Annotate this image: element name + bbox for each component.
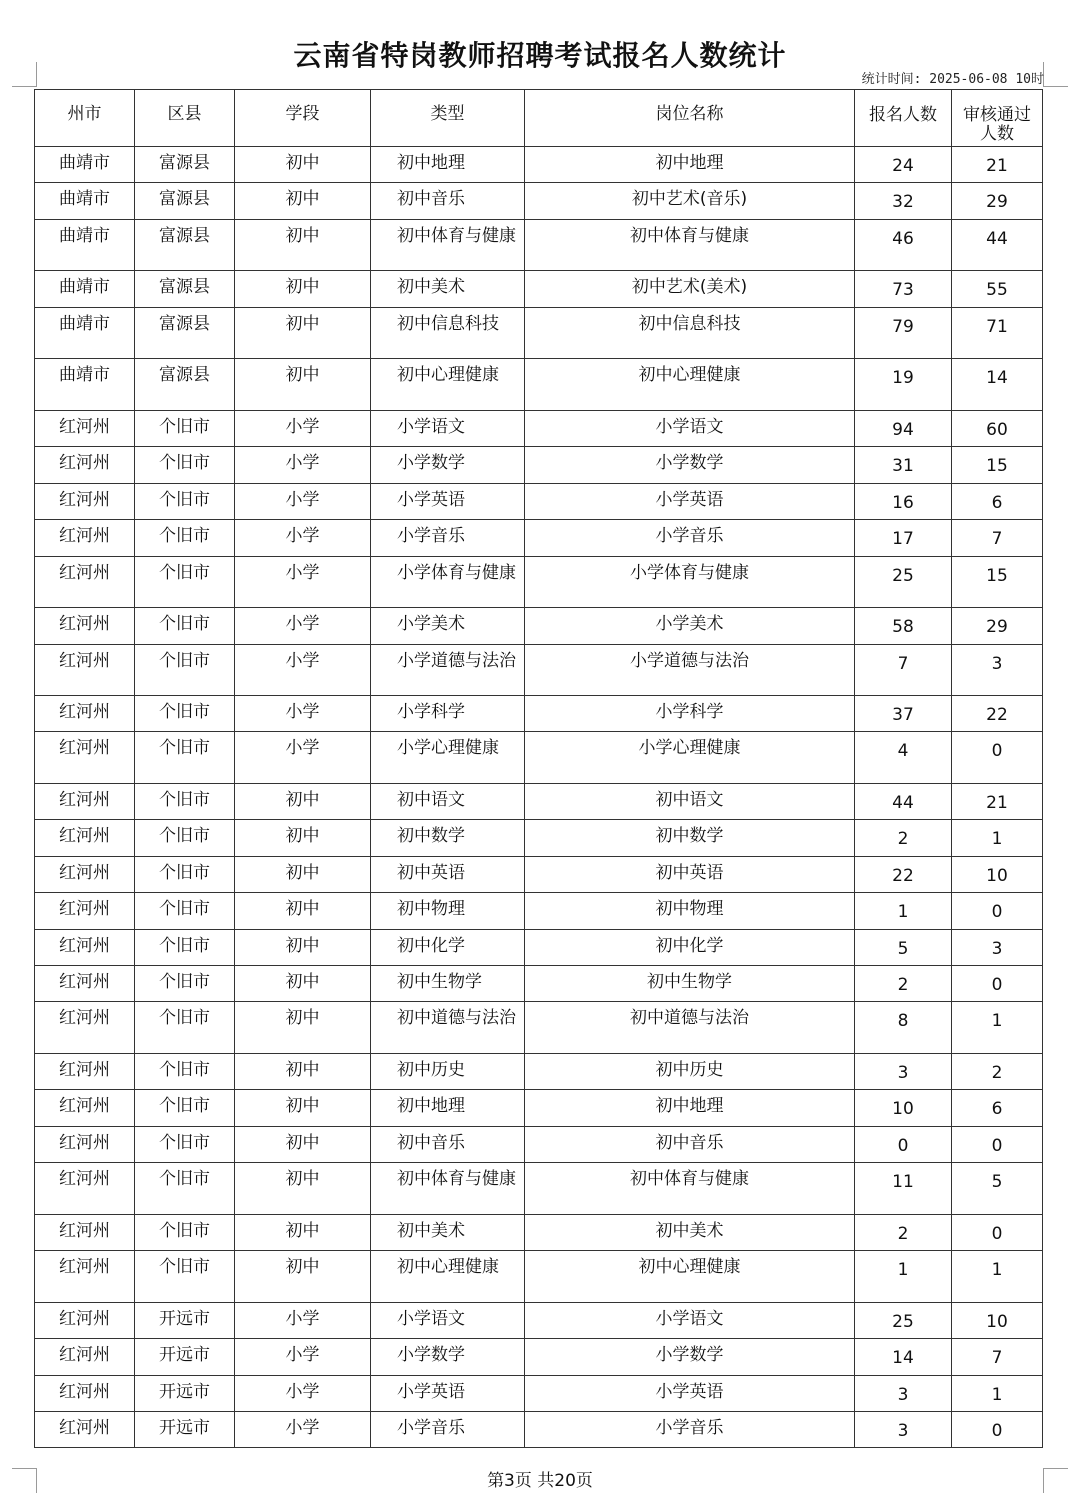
table-row — [35, 147, 1043, 183]
cell-type: 初中体育与健康 — [371, 219, 525, 271]
header-type: 类型 — [371, 90, 525, 147]
page-title: 云南省特岗教师招聘考试报名人数统计 — [293, 39, 787, 72]
cell-city: 红河州 — [35, 784, 135, 820]
table-row — [35, 1002, 1043, 1054]
cell-position: 初中地理 — [525, 1090, 855, 1126]
cell-type: 小学英语 — [371, 483, 525, 519]
cell-approved: 0 — [952, 893, 1043, 929]
cell-approved: 0 — [952, 732, 1043, 784]
table-row — [35, 784, 1043, 820]
cell-county: 个旧市 — [135, 732, 235, 784]
cell-stage: 初中 — [235, 1054, 371, 1090]
cell-county: 富源县 — [135, 147, 235, 183]
cell-stage: 初中 — [235, 1214, 371, 1250]
cell-county: 开远市 — [135, 1302, 235, 1338]
cell-stage: 小学 — [235, 1411, 371, 1447]
cell-stage: 初中 — [235, 271, 371, 307]
cell-position: 初中音乐 — [525, 1126, 855, 1162]
cell-stage: 初中 — [235, 856, 371, 892]
table-row — [35, 1090, 1043, 1126]
cell-approved: 1 — [952, 1002, 1043, 1054]
cell-applicants: 37 — [855, 696, 952, 732]
cell-type: 小学美术 — [371, 608, 525, 644]
cell-applicants: 58 — [855, 608, 952, 644]
cell-approved: 0 — [952, 1411, 1043, 1447]
table-row — [35, 929, 1043, 965]
cell-city: 红河州 — [35, 696, 135, 732]
cell-city: 曲靖市 — [35, 147, 135, 183]
cell-approved: 1 — [952, 1375, 1043, 1411]
cell-type: 初中英语 — [371, 856, 525, 892]
cell-county: 个旧市 — [135, 784, 235, 820]
cell-city: 曲靖市 — [35, 219, 135, 271]
table-row — [35, 447, 1043, 483]
cell-approved: 7 — [952, 520, 1043, 556]
cell-city: 红河州 — [35, 520, 135, 556]
cell-approved: 3 — [952, 644, 1043, 696]
cell-type: 小学英语 — [371, 1375, 525, 1411]
cell-type: 小学音乐 — [371, 1411, 525, 1447]
cell-city: 红河州 — [35, 447, 135, 483]
cell-applicants: 19 — [855, 359, 952, 411]
cell-type: 初中道德与法治 — [371, 1002, 525, 1054]
table-row — [35, 307, 1043, 359]
cell-county: 开远市 — [135, 1411, 235, 1447]
cell-city: 红河州 — [35, 1251, 135, 1303]
cell-applicants: 31 — [855, 447, 952, 483]
cell-applicants: 3 — [855, 1375, 952, 1411]
table-row — [35, 644, 1043, 696]
header-applicants: 报名人数 — [855, 90, 952, 147]
cell-type: 初中心理健康 — [371, 359, 525, 411]
cell-stage: 初中 — [235, 183, 371, 219]
cell-stage: 小学 — [235, 1375, 371, 1411]
cell-applicants: 25 — [855, 556, 952, 608]
cell-applicants: 2 — [855, 966, 952, 1002]
cell-county: 个旧市 — [135, 644, 235, 696]
cell-type: 初中音乐 — [371, 1126, 525, 1162]
cell-stage: 小学 — [235, 483, 371, 519]
cell-county: 个旧市 — [135, 1214, 235, 1250]
cell-county: 个旧市 — [135, 410, 235, 446]
cell-applicants: 8 — [855, 1002, 952, 1054]
cell-city: 曲靖市 — [35, 307, 135, 359]
cell-city: 红河州 — [35, 483, 135, 519]
cell-approved: 14 — [952, 359, 1043, 411]
cell-city: 红河州 — [35, 966, 135, 1002]
cell-type: 初中物理 — [371, 893, 525, 929]
cell-position: 初中物理 — [525, 893, 855, 929]
cell-county: 个旧市 — [135, 1002, 235, 1054]
cell-type: 初中心理健康 — [371, 1251, 525, 1303]
table-row — [35, 732, 1043, 784]
cell-city: 曲靖市 — [35, 271, 135, 307]
cell-applicants: 10 — [855, 1090, 952, 1126]
cell-applicants: 7 — [855, 644, 952, 696]
cell-position: 初中化学 — [525, 929, 855, 965]
cell-applicants: 17 — [855, 520, 952, 556]
cell-county: 个旧市 — [135, 447, 235, 483]
cell-position: 初中信息科技 — [525, 307, 855, 359]
table-row — [35, 1163, 1043, 1215]
cell-approved: 15 — [952, 447, 1043, 483]
cell-county: 个旧市 — [135, 893, 235, 929]
table-row — [35, 1214, 1043, 1250]
table-row — [35, 1251, 1043, 1303]
cell-applicants: 1 — [855, 1251, 952, 1303]
cell-approved: 60 — [952, 410, 1043, 446]
cell-applicants: 16 — [855, 483, 952, 519]
cell-stage: 小学 — [235, 447, 371, 483]
cell-position: 小学体育与健康 — [525, 556, 855, 608]
cell-stage: 小学 — [235, 608, 371, 644]
cell-approved: 1 — [952, 1251, 1043, 1303]
table-row — [35, 1411, 1043, 1447]
cell-city: 红河州 — [35, 732, 135, 784]
cell-stage: 初中 — [235, 307, 371, 359]
cell-applicants: 5 — [855, 929, 952, 965]
cell-position: 初中数学 — [525, 820, 855, 856]
cell-position: 小学数学 — [525, 1339, 855, 1375]
cell-approved: 7 — [952, 1339, 1043, 1375]
cell-stage: 初中 — [235, 1090, 371, 1126]
cell-position: 初中心理健康 — [525, 1251, 855, 1303]
cell-applicants: 46 — [855, 219, 952, 271]
cell-type: 小学语文 — [371, 410, 525, 446]
cell-approved: 44 — [952, 219, 1043, 271]
header-county: 区县 — [135, 90, 235, 147]
cell-type: 初中音乐 — [371, 183, 525, 219]
cell-stage: 小学 — [235, 410, 371, 446]
cell-type: 初中语文 — [371, 784, 525, 820]
header-row — [35, 90, 1043, 147]
cell-type: 小学道德与法治 — [371, 644, 525, 696]
cell-applicants: 25 — [855, 1302, 952, 1338]
cell-position: 小学音乐 — [525, 1411, 855, 1447]
table-body — [35, 147, 1043, 1448]
cell-type: 小学体育与健康 — [371, 556, 525, 608]
cell-stage: 初中 — [235, 966, 371, 1002]
cell-position: 小学英语 — [525, 483, 855, 519]
table-row — [35, 1054, 1043, 1090]
cell-stage: 初中 — [235, 893, 371, 929]
cell-county: 开远市 — [135, 1339, 235, 1375]
cell-city: 红河州 — [35, 929, 135, 965]
cell-county: 个旧市 — [135, 1251, 235, 1303]
table-row — [35, 483, 1043, 519]
table-row — [35, 893, 1043, 929]
cell-county: 个旧市 — [135, 929, 235, 965]
cell-county: 个旧市 — [135, 696, 235, 732]
stats-table — [34, 89, 1043, 1448]
cell-stage: 初中 — [235, 147, 371, 183]
cell-city: 红河州 — [35, 893, 135, 929]
header-approved: 审核通过人数 — [952, 90, 1043, 147]
cell-city: 红河州 — [35, 1002, 135, 1054]
cell-city: 红河州 — [35, 1411, 135, 1447]
cell-approved: 21 — [952, 147, 1043, 183]
cell-position: 初中生物学 — [525, 966, 855, 1002]
cell-city: 红河州 — [35, 644, 135, 696]
cell-city: 红河州 — [35, 608, 135, 644]
cell-stage: 小学 — [235, 732, 371, 784]
stat-time: 统计时间: 2025-06-08 10时 — [861, 72, 1044, 87]
cell-applicants: 1 — [855, 893, 952, 929]
cell-approved: 5 — [952, 1163, 1043, 1215]
cell-county: 个旧市 — [135, 608, 235, 644]
cell-position: 小学语文 — [525, 1302, 855, 1338]
cell-applicants: 73 — [855, 271, 952, 307]
cell-type: 小学音乐 — [371, 520, 525, 556]
cell-approved: 6 — [952, 483, 1043, 519]
cell-approved: 71 — [952, 307, 1043, 359]
cell-type: 小学科学 — [371, 696, 525, 732]
cell-county: 个旧市 — [135, 483, 235, 519]
cell-approved: 0 — [952, 1126, 1043, 1162]
cell-position: 初中道德与法治 — [525, 1002, 855, 1054]
cell-position: 初中地理 — [525, 147, 855, 183]
cell-position: 小学心理健康 — [525, 732, 855, 784]
table-row — [35, 1339, 1043, 1375]
cell-position: 初中美术 — [525, 1214, 855, 1250]
cell-stage: 小学 — [235, 520, 371, 556]
cell-stage: 小学 — [235, 1302, 371, 1338]
cell-city: 红河州 — [35, 410, 135, 446]
cell-city: 红河州 — [35, 1126, 135, 1162]
cell-type: 初中生物学 — [371, 966, 525, 1002]
cell-approved: 10 — [952, 856, 1043, 892]
table-row — [35, 271, 1043, 307]
table-row — [35, 520, 1043, 556]
cell-type: 初中信息科技 — [371, 307, 525, 359]
cell-applicants: 2 — [855, 820, 952, 856]
cell-approved: 6 — [952, 1090, 1043, 1126]
cell-stage: 小学 — [235, 644, 371, 696]
cell-position: 初中体育与健康 — [525, 219, 855, 271]
cell-position: 小学美术 — [525, 608, 855, 644]
table-row — [35, 820, 1043, 856]
cell-stage: 小学 — [235, 1339, 371, 1375]
cell-city: 红河州 — [35, 856, 135, 892]
cell-approved: 0 — [952, 1214, 1043, 1250]
cell-city: 曲靖市 — [35, 183, 135, 219]
cell-position: 小学道德与法治 — [525, 644, 855, 696]
cell-stage: 初中 — [235, 1002, 371, 1054]
cell-position: 初中历史 — [525, 1054, 855, 1090]
table-row — [35, 1126, 1043, 1162]
cell-position: 初中艺术(音乐) — [525, 183, 855, 219]
cell-position: 初中心理健康 — [525, 359, 855, 411]
cell-applicants: 0 — [855, 1126, 952, 1162]
cell-county: 个旧市 — [135, 520, 235, 556]
table-row — [35, 556, 1043, 608]
cell-applicants: 11 — [855, 1163, 952, 1215]
cell-county: 富源县 — [135, 359, 235, 411]
cell-type: 初中历史 — [371, 1054, 525, 1090]
cell-applicants: 44 — [855, 784, 952, 820]
cell-approved: 29 — [952, 183, 1043, 219]
cell-county: 个旧市 — [135, 1126, 235, 1162]
cell-stage: 初中 — [235, 1126, 371, 1162]
table-row — [35, 1302, 1043, 1338]
table-row — [35, 410, 1043, 446]
cell-city: 红河州 — [35, 1375, 135, 1411]
cell-position: 小学数学 — [525, 447, 855, 483]
cell-position: 小学音乐 — [525, 520, 855, 556]
cell-approved: 55 — [952, 271, 1043, 307]
cell-stage: 初中 — [235, 1163, 371, 1215]
cell-city: 红河州 — [35, 1302, 135, 1338]
cell-approved: 10 — [952, 1302, 1043, 1338]
cell-type: 初中数学 — [371, 820, 525, 856]
cell-position: 初中艺术(美术) — [525, 271, 855, 307]
cell-type: 初中美术 — [371, 271, 525, 307]
cell-applicants: 32 — [855, 183, 952, 219]
cell-city: 红河州 — [35, 1163, 135, 1215]
cell-stage: 初中 — [235, 784, 371, 820]
cell-applicants: 14 — [855, 1339, 952, 1375]
cell-type: 初中地理 — [371, 147, 525, 183]
cell-county: 富源县 — [135, 271, 235, 307]
cell-applicants: 2 — [855, 1214, 952, 1250]
cell-approved: 29 — [952, 608, 1043, 644]
cell-stage: 初中 — [235, 219, 371, 271]
cell-applicants: 4 — [855, 732, 952, 784]
cell-stage: 初中 — [235, 1251, 371, 1303]
cell-stage: 小学 — [235, 556, 371, 608]
cell-county: 富源县 — [135, 183, 235, 219]
cell-county: 开远市 — [135, 1375, 235, 1411]
cell-city: 红河州 — [35, 1214, 135, 1250]
cell-applicants: 3 — [855, 1411, 952, 1447]
cell-county: 个旧市 — [135, 1163, 235, 1215]
page-footer: 第3页 共20页 — [487, 1471, 593, 1491]
table-row — [35, 966, 1043, 1002]
header-stage: 学段 — [235, 90, 371, 147]
cell-county: 个旧市 — [135, 1054, 235, 1090]
table-row — [35, 183, 1043, 219]
cell-approved: 21 — [952, 784, 1043, 820]
cell-stage: 初中 — [235, 929, 371, 965]
cell-approved: 2 — [952, 1054, 1043, 1090]
cell-county: 个旧市 — [135, 1090, 235, 1126]
cell-stage: 初中 — [235, 820, 371, 856]
cell-city: 红河州 — [35, 556, 135, 608]
cell-county: 个旧市 — [135, 820, 235, 856]
table-row — [35, 359, 1043, 411]
cell-type: 初中地理 — [371, 1090, 525, 1126]
cell-applicants: 79 — [855, 307, 952, 359]
cell-city: 红河州 — [35, 820, 135, 856]
cell-city: 红河州 — [35, 1054, 135, 1090]
cell-city: 红河州 — [35, 1090, 135, 1126]
cell-type: 初中体育与健康 — [371, 1163, 525, 1215]
table-row — [35, 1375, 1043, 1411]
header-position: 岗位名称 — [525, 90, 855, 147]
cell-type: 小学心理健康 — [371, 732, 525, 784]
cell-type: 初中化学 — [371, 929, 525, 965]
cell-county: 个旧市 — [135, 856, 235, 892]
header-city: 州市 — [35, 90, 135, 147]
cell-approved: 3 — [952, 929, 1043, 965]
cell-position: 小学科学 — [525, 696, 855, 732]
cell-county: 个旧市 — [135, 556, 235, 608]
table-row — [35, 856, 1043, 892]
cell-position: 初中英语 — [525, 856, 855, 892]
cell-city: 曲靖市 — [35, 359, 135, 411]
cell-applicants: 3 — [855, 1054, 952, 1090]
cell-county: 富源县 — [135, 219, 235, 271]
table-row — [35, 219, 1043, 271]
cell-approved: 22 — [952, 696, 1043, 732]
cell-position: 初中体育与健康 — [525, 1163, 855, 1215]
cell-type: 小学数学 — [371, 447, 525, 483]
cell-approved: 0 — [952, 966, 1043, 1002]
cell-type: 小学数学 — [371, 1339, 525, 1375]
cell-approved: 15 — [952, 556, 1043, 608]
cell-county: 富源县 — [135, 307, 235, 359]
cell-applicants: 94 — [855, 410, 952, 446]
cell-type: 初中美术 — [371, 1214, 525, 1250]
cell-position: 初中语文 — [525, 784, 855, 820]
cell-applicants: 24 — [855, 147, 952, 183]
table-row — [35, 608, 1043, 644]
cell-approved: 1 — [952, 820, 1043, 856]
cell-county: 个旧市 — [135, 966, 235, 1002]
cell-type: 小学语文 — [371, 1302, 525, 1338]
cell-position: 小学语文 — [525, 410, 855, 446]
cell-position: 小学英语 — [525, 1375, 855, 1411]
cell-stage: 小学 — [235, 696, 371, 732]
cell-city: 红河州 — [35, 1339, 135, 1375]
table-row — [35, 696, 1043, 732]
cell-applicants: 22 — [855, 856, 952, 892]
cell-stage: 初中 — [235, 359, 371, 411]
